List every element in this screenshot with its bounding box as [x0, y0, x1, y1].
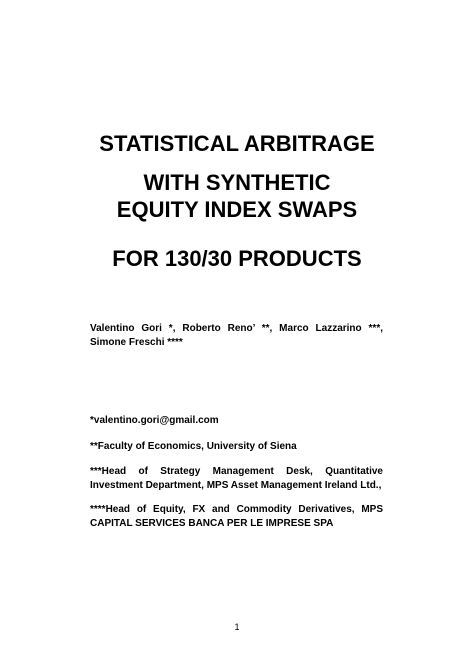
page-number: 1	[234, 622, 240, 632]
title-line-1: STATISTICAL ARBITRAGE	[99, 131, 375, 156]
affiliation-mps-capital-services: ****Head of Equity, FX and Commodity Derivatives, MPS CAPITAL SERVICES BANCA PER LE IMPRESE SPA	[90, 504, 383, 529]
affiliation-mps-asset-management: ***Head of Strategy Management Desk, Quantitative Investment Department, MPS Asset Management Ireland Ltd.,	[90, 466, 383, 491]
title-line-3: EQUITY INDEX SWAPS	[116, 197, 358, 222]
author-list: Valentino Gori *, Roberto Reno’ **, Marco Lazzarino ***, Simone Freschi ****	[90, 323, 383, 348]
title-line-4: FOR 130/30 PRODUCTS	[112, 246, 362, 271]
affiliation-email: *valentino.gori@gmail.com	[90, 415, 219, 426]
affiliation-university: **Faculty of Economics, University of Siena	[90, 441, 297, 452]
paper-title	[0, 130, 474, 272]
title-line-2: WITH SYNTHETIC	[143, 170, 331, 195]
